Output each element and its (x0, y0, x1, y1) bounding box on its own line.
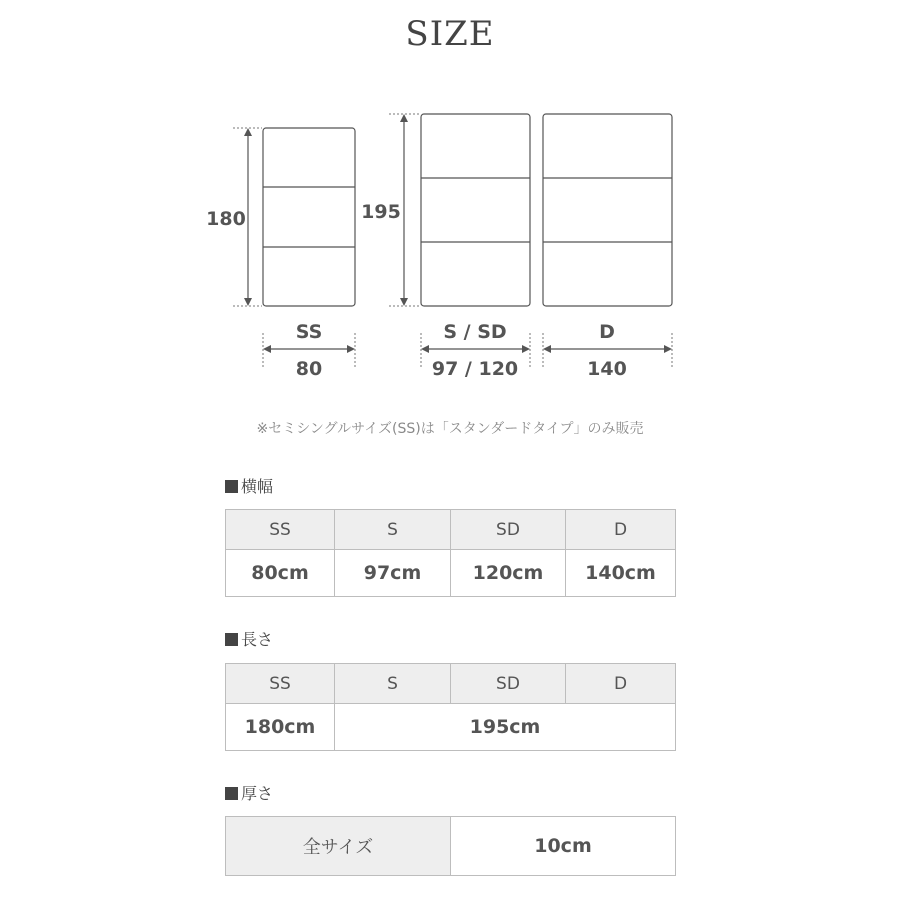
mattress-ss (263, 128, 355, 306)
table-header-cell: 全サイズ (226, 817, 451, 876)
table-header-cell: SS (226, 510, 335, 550)
square-bullet-icon (225, 633, 238, 646)
table-cell: 97cm (335, 550, 451, 597)
size-label-ss: SS (295, 321, 323, 343)
table-cell: 140cm (566, 550, 676, 597)
table-cell: 195cm (335, 704, 676, 751)
size-diagram (0, 0, 900, 400)
height-label-ss: 180 (206, 208, 246, 230)
size-label-d: D (599, 321, 615, 343)
width-label-ss: 80 (295, 358, 323, 380)
height-label-s: 195 (361, 201, 401, 223)
table-header-cell: D (566, 510, 676, 550)
table-header-row (226, 510, 676, 550)
table-header-cell: D (566, 664, 676, 704)
thickness-section-title: 厚さ (225, 781, 273, 804)
page-title: SIZE (405, 14, 495, 54)
length-section-title: 長さ (225, 627, 273, 650)
mattress-d (543, 114, 672, 306)
size-label-s-sd: S / SD (443, 321, 507, 343)
mattress-s-sd (421, 114, 530, 306)
table-header-cell: S (335, 510, 451, 550)
table-header-cell: SS (226, 664, 335, 704)
width-table (225, 509, 676, 597)
square-bullet-icon (225, 787, 238, 800)
table-row (226, 817, 676, 876)
table-header-row (226, 664, 676, 704)
table-header-cell: SD (451, 510, 566, 550)
table-row (226, 704, 676, 751)
width-label-s-sd: 97 / 120 (431, 358, 519, 380)
length-table (225, 663, 676, 751)
table-cell: 120cm (451, 550, 566, 597)
note-text: ※セミシングルサイズ(SS)は「スタンダードタイプ」のみ販売 (256, 421, 644, 437)
table-header-cell: SD (451, 664, 566, 704)
table-cell: 80cm (226, 550, 335, 597)
table-cell: 10cm (451, 817, 676, 876)
table-header-cell: S (335, 664, 451, 704)
table-row (226, 550, 676, 597)
thickness-table (225, 816, 676, 876)
table-cell: 180cm (226, 704, 335, 751)
width-section-title: 横幅 (225, 474, 273, 497)
width-label-d: 140 (587, 358, 627, 380)
square-bullet-icon (225, 480, 238, 493)
